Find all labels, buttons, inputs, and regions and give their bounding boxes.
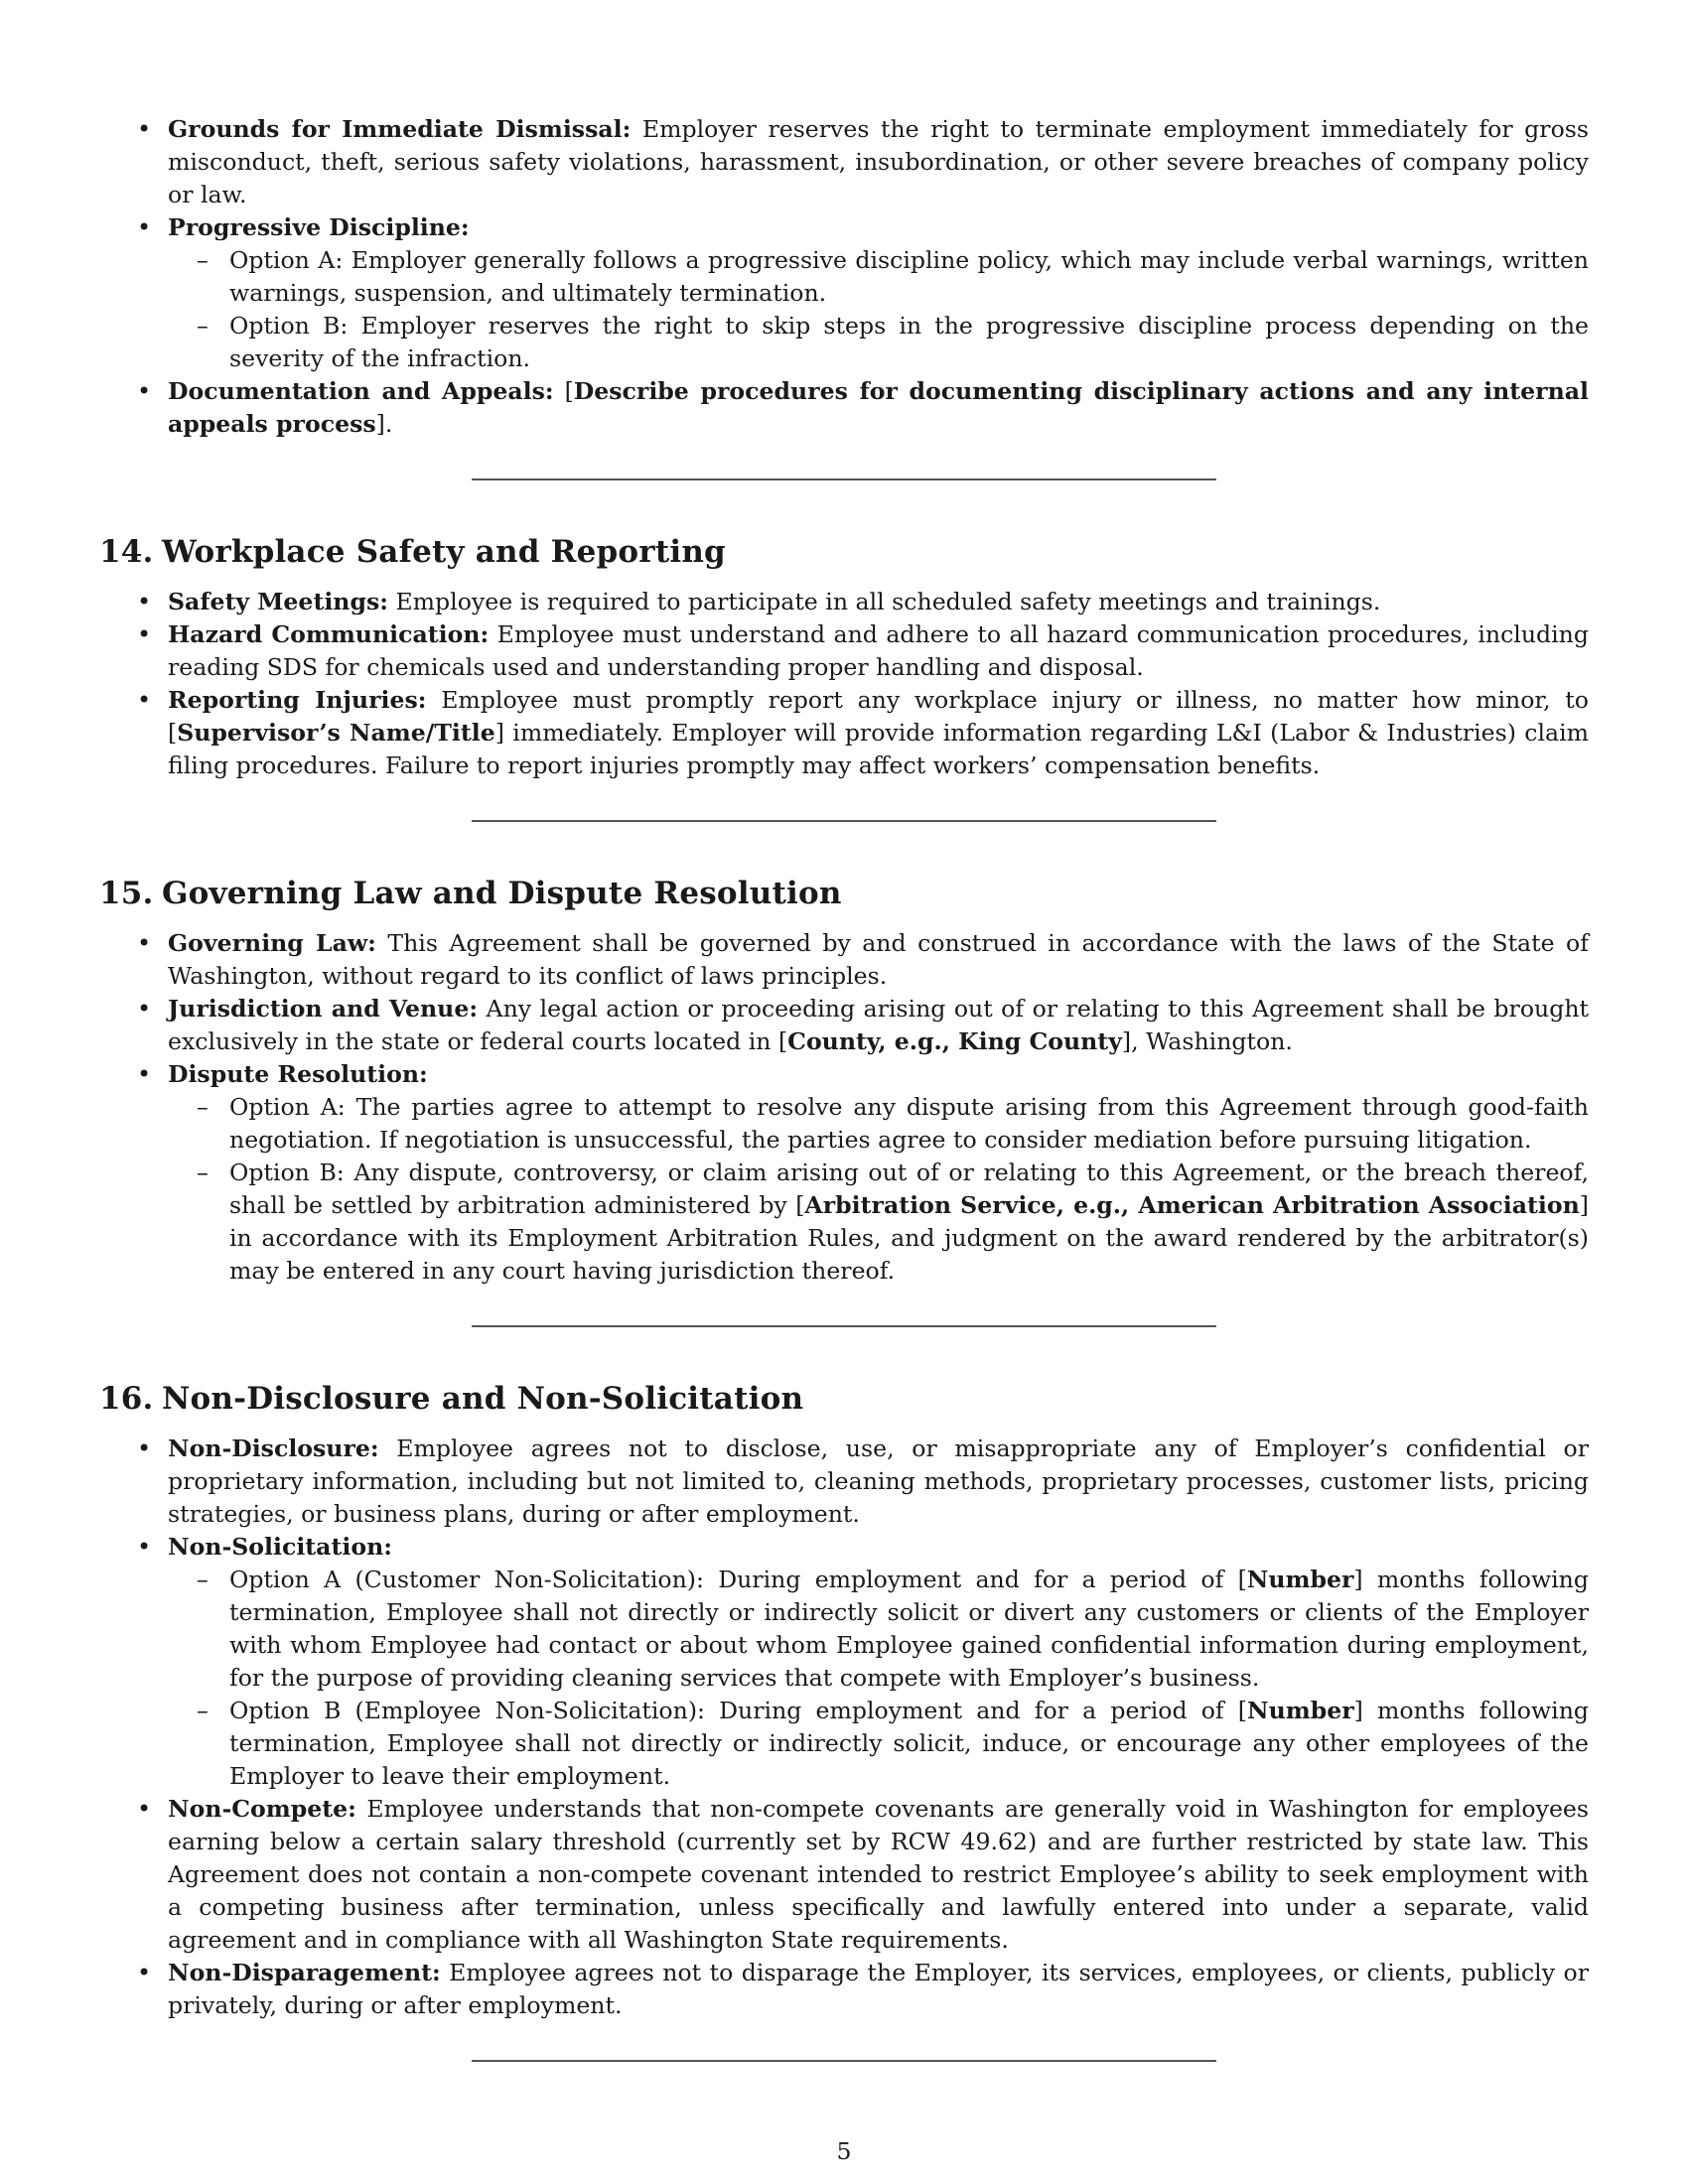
list-item: • Non-Compete: Employee understands that non-compete covenants are generally void in Washington for employees earning below a certain salary threshold (currently set by RCW 49.62) and are further restricted by state law. This Agreement does not contain a non-compete covenant intended to restrict Employee’s ability to seek employment with a competing business after termination, unless specifically and lawfully entered into under a separate, valid agreement and in compliance with all Washington State requirements. [99,1793,1589,1957]
section-divider [472,1325,1216,1327]
section-divider [472,478,1216,480]
list-item: • Non-Disparagement: Employee agrees not to disparage the Employer, its services, employees, or clients, publicly or privately, during or after employment. [99,1957,1589,2022]
section-divider [472,2060,1216,2062]
list-item: • Hazard Communication: Employee must understand and adhere to all hazard communication procedures, including reading SDS for chemicals used and understanding proper handling and disposal. [99,618,1589,684]
sub-list-item: – Option B: Any dispute, controversy, or claim arising out of or relating to this Agreement, or the breach thereof, shall be settled by arbitration administered by [Arbitration Service, e.g., American Arbitration Association] in accordance with its Employment Arbitration Rules, and judgment on the award rendered by the arbitrator(s) may be entered in any court having jurisdiction thereof. [168,1157,1589,1288]
sub-list [168,244,1589,375]
sub-list [168,1564,1589,1793]
section-16 [99,1381,1589,2062]
section-15 [99,876,1589,1327]
sub-list-item: – Option B (Employee Non-Solicitation): During employment and for a period of [Number] months following termination, Employee shall not directly or indirectly solicit, induce, or encourage any other employees of the Employer to leave their employment. [168,1695,1589,1793]
sub-list [168,1091,1589,1288]
section-heading: 14. Workplace Safety and Reporting [99,534,726,570]
section-divider [472,820,1216,822]
list-item: • Jurisdiction and Venue: Any legal action or proceeding arising out of or relating to this Agreement shall be brought exclusively in the state or federal courts located in [County, e.g., King County], Washington. [99,993,1589,1058]
page-number: 5 [836,2137,852,2165]
document-page [99,97,1589,2062]
list-item: • Dispute Resolution: – Option A: The parties agree to attempt to resolve any dispute arising from this Agreement through good-faith negotiation. If negotiation is unsuccessful, the parties agree to consider mediation before pursuing litigation. – Option B: Any dispute, controversy, or claim arising out of or relating to this Agreement, or the breach thereof, shall be settled by arbitration administered by [Arbitration Service, e.g., American Arbitration Association] in accordance with its Employment Arbitration Rules, and judgment on the award rendered by the arbitrator(s) may be entered in any court having jurisdiction thereof. [99,1058,1589,1288]
section-14 [99,534,1589,822]
list-item: • Reporting Injuries: Employee must promptly report any workplace injury or illness, no matter how minor, to [Supervisor’s Name/Title] immediately. Employer will provide information regarding L&I (Labor & Industries) claim filing procedures. Failure to report injuries promptly may affect workers’ compensation benefits. [99,684,1589,782]
section-16-list [99,1433,1589,2022]
list-item: • Non-Disclosure: Employee agrees not to disclose, use, or misappropriate any of Employer’s confidential or proprietary information, including but not limited to, cleaning methods, proprietary processes, customer lists, pricing strategies, or business plans, during or after employment. [99,1433,1589,1531]
section-heading: 15. Governing Law and Dispute Resolution [99,876,842,911]
section-heading: 16. Non-Disclosure and Non-Solicitation [99,1381,804,1417]
sub-list-item: – Option A (Customer Non-Solicitation): During employment and for a period of [Number] months following termination, Employee shall not directly or indirectly solicit or divert any customers or clients of the Employer with whom Employee had contact or about whom Employee gained confidential information during employment, for the purpose of providing cleaning services that compete with Employer’s business. [168,1564,1589,1695]
list-item: • Documentation and Appeals: [Describe procedures for documenting disciplinary actions and any internal appeals process]. [99,375,1589,441]
sub-list-item: – Option B: Employer reserves the right to skip steps in the progressive discipline process depending on the severity of the infraction. [168,310,1589,375]
sub-list-item: – Option A: Employer generally follows a progressive discipline policy, which may include verbal warnings, written warnings, suspension, and ultimately termination. [168,244,1589,310]
list-item: • Governing Law: This Agreement shall be governed by and construed in accordance with the laws of the State of Washington, without regard to its conflict of laws principles. [99,927,1589,993]
discipline-list [99,113,1589,441]
list-item: • Non-Solicitation: – Option A (Customer Non-Solicitation): During employment and for a period of [Number] months following termination, Employee shall not directly or indirectly solicit or divert any customers or clients of the Employer with whom Employee had contact or about whom Employee gained confidential information during employment, for the purpose of providing cleaning services that compete with Employer’s business. – Option B (Employee Non-Solicitation): During employment and for a period of [Number] months following termination, Employee shall not directly or indirectly solicit, induce, or encourage any other employees of the Employer to leave their employment. [99,1531,1589,1793]
list-item: • Grounds for Immediate Dismissal: Employer reserves the right to terminate employment immediately for gross misconduct, theft, serious safety violations, harassment, insubordination, or other severe breaches of company policy or law. [99,113,1589,211]
list-item: • Safety Meetings: Employee is required to participate in all scheduled safety meetings and trainings. [99,586,1589,618]
sub-list-item: – Option A: The parties agree to attempt to resolve any dispute arising from this Agreement through good-faith negotiation. If negotiation is unsuccessful, the parties agree to consider mediation before pursuing litigation. [168,1091,1589,1157]
section-15-list [99,927,1589,1288]
list-item: • Progressive Discipline: – Option A: Employer generally follows a progressive discipline policy, which may include verbal warnings, written warnings, suspension, and ultimately termination. – Option B: Employer reserves the right to skip steps in the progressive discipline process depending on the severity of the infraction. [99,211,1589,375]
section-14-list [99,586,1589,782]
